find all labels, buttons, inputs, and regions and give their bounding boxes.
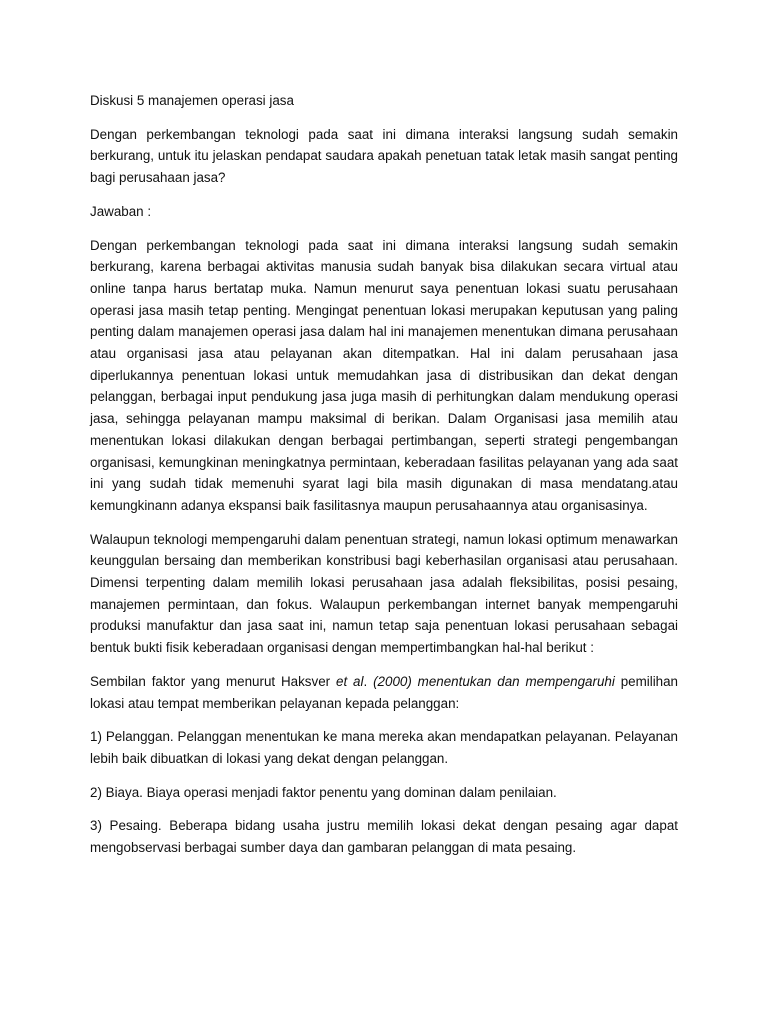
list-item-number: 1) xyxy=(90,729,102,745)
list-item-text: Pelanggan. Pelanggan menentukan ke mana mereka akan mendapatkan pelayanan. Pelayanan lebih baik dibuatkan di lokasi yang dekat dengan pelanggan. xyxy=(90,729,678,766)
document-page xyxy=(90,90,678,871)
list-item-number: 3) xyxy=(90,818,102,834)
answer-paragraph-1: Dengan perkembangan teknologi pada saat ini dimana interaksi langsung sudah semakin berkurang, karena berbagai aktivitas manusia sudah banyak bisa dilakukan secara virtual atau online tanpa harus bertatap muka. Namun menurut saya penentuan lokasi suatu perusahaan operasi jasa masih tetap penting. Mengingat penentuan lokasi merupakan keputusan yang paling penting dalam manajemen operasi jasa dalam hal ini manajemen menentukan dimana perusahaan atau organisasi jasa atau pelayanan akan ditempatkan. Hal ini dalam perusahaan jasa diperlukannya penentuan lokasi untuk memudahkan jasa di distribusikan dan dekat dengan pelanggan, berbagai input pendukung jasa juga masih di perhitungkan dalam mendukung operasi jasa, sehingga pelayanan mampu maksimal di berikan. Dalam Organisasi jasa memilih atau menentukan lokasi dilakukan dengan berbagai pertimbangan, seperti strategi pengembangan organisasi, kemungkinan meningkatnya permintaan, keberadaan fasilitas pelayanan yang ada saat ini yang sudah tidak memenuhi syarat lagi bila masih digunakan di masa mendatang.atau kemungkinann adanya ekspansi baik fasilitasnya maupun perusahaannya atau organisasinya. xyxy=(90,237,678,513)
factors-intro-italic-1: et al xyxy=(336,673,364,689)
answer-paragraph-2: Walaupun teknologi mempengaruhi dalam penentuan strategi, namun lokasi optimum menawarkan keunggulan bersaing dan memberikan konstribusi bagi keberhasilan organisasi atau perusahaan. Dimensi terpenting dalam memilih lokasi perusahaan jasa adalah fleksibilitas, posisi pesaing, manajemen permintaan, dan fokus. Walaupun perkembangan internet banyak mempengaruhi produksi manufaktur dan jasa saat ini, namun tetap saja penentuan lokasi perusahaan sebagai bentuk bukti fisik keberadaan organisasi dengan mempertimbangkan hal-hal berikut : xyxy=(90,531,678,656)
factors-intro-text-2: . xyxy=(363,673,374,689)
factors-intro-text-1: Sembilan faktor yang menurut Haksver xyxy=(90,673,336,689)
factors-intro-italic-2: (2000) menentukan dan mempengaruhi xyxy=(373,673,615,689)
list-item xyxy=(90,782,678,804)
list-item-text: Pesaing. Beberapa bidang usaha justru memilih lokasi dekat dengan pesaing agar dapat mengobservasi berbagai sumber daya dan gambaran pelanggan di mata pesaing. xyxy=(90,818,678,856)
list-item-text: Biaya. Biaya operasi menjadi faktor penentu yang dominan dalam penilaian. xyxy=(101,784,557,800)
answer-label: Jawaban : xyxy=(90,203,152,219)
question-paragraph: Dengan perkembangan teknologi pada saat ini dimana interaksi langsung sudah semakin berkurang, untuk itu jelaskan pendapat saudara apakah penetuan tatak letak masih sangat penting bagi perusahaan jasa? xyxy=(90,126,678,186)
list-item xyxy=(90,726,678,769)
factors-intro-text-3: pemilihan lokasi atau tempat memberikan pelayanan kepada pelanggan: xyxy=(90,673,679,711)
factors-intro-paragraph xyxy=(90,671,678,714)
list-item xyxy=(90,815,678,858)
document-title: Diskusi 5 manajemen operasi jasa xyxy=(90,93,294,108)
list-item-number: 2) xyxy=(90,784,102,800)
